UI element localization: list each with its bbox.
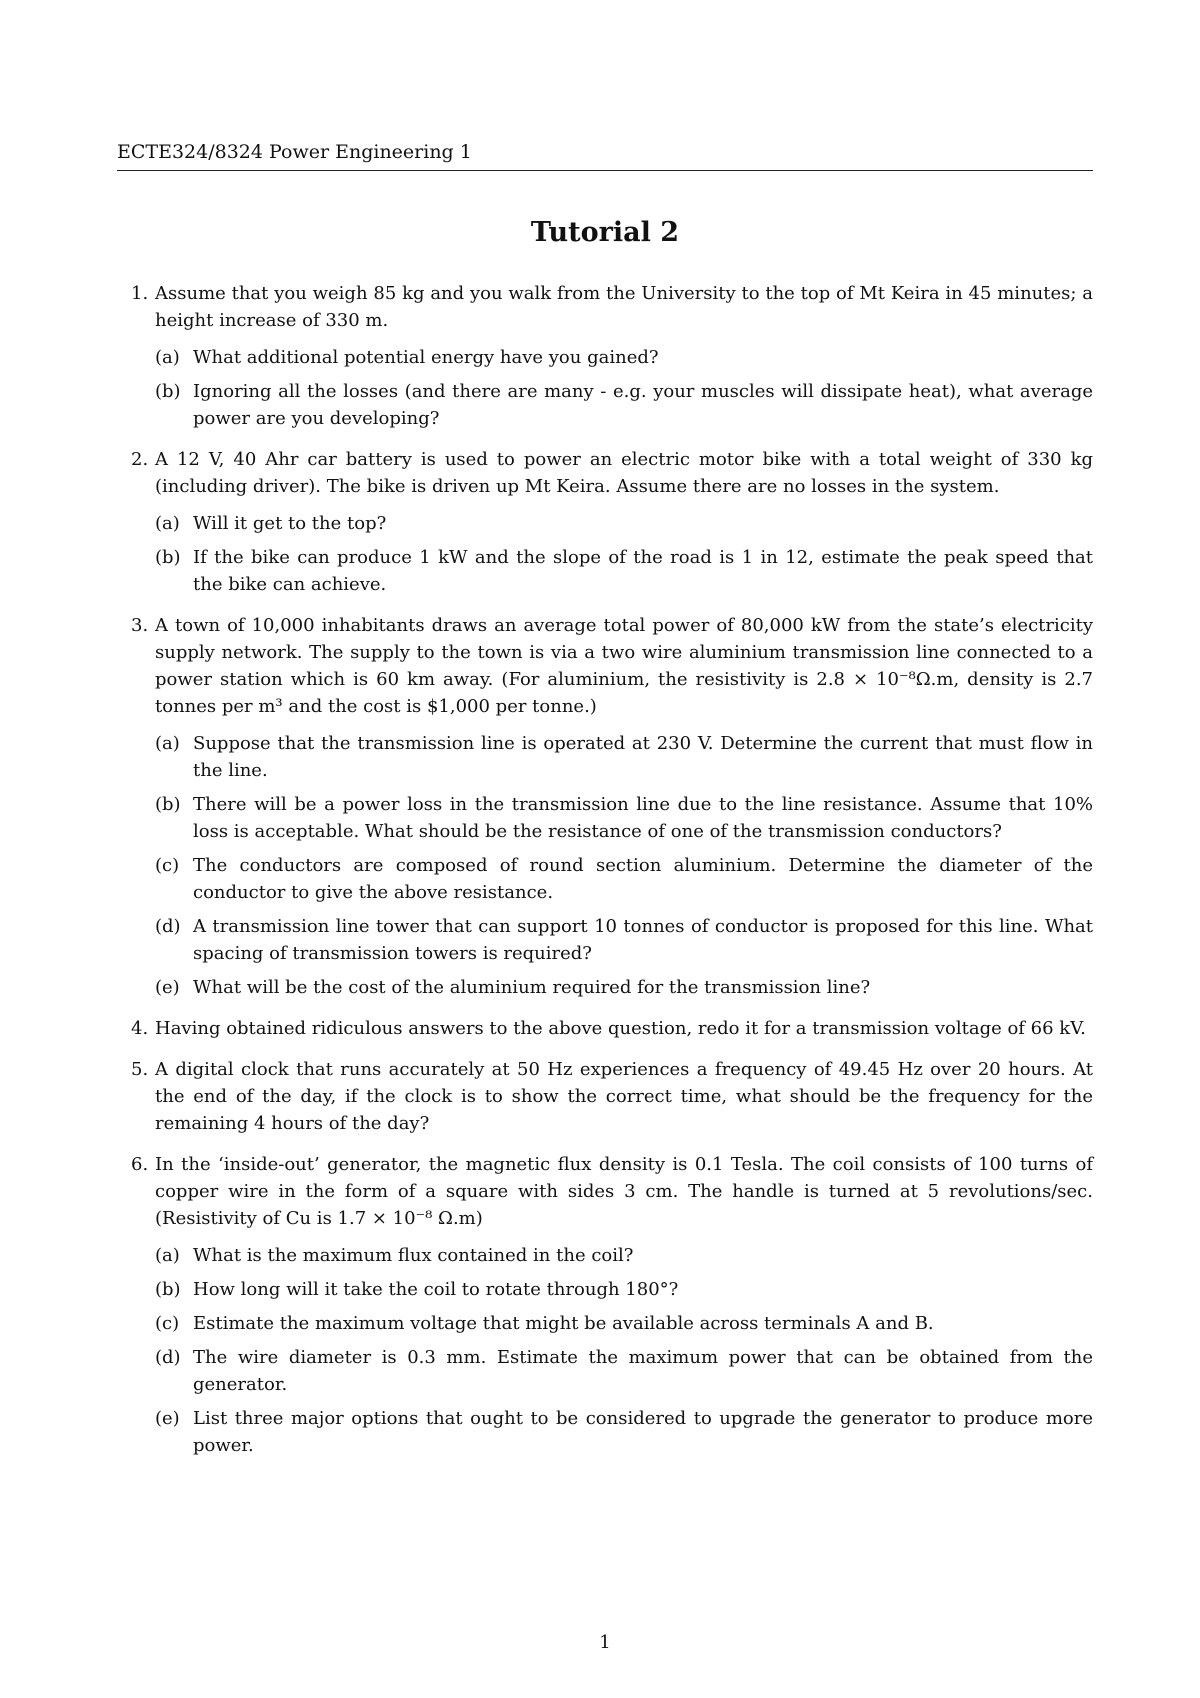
question-item xyxy=(117,1015,1093,1042)
part-text: If the bike can produce 1 kW and the slope of the road is 1 in 12, estimate the peak speed that the bike can achieve. xyxy=(193,547,1093,595)
document-page xyxy=(117,0,1093,1698)
question-number: 2. xyxy=(131,449,149,470)
question-number: 5. xyxy=(131,1059,149,1080)
part-label: (a) xyxy=(155,513,180,534)
question-part xyxy=(155,1310,1093,1337)
question-part xyxy=(155,852,1093,906)
part-text: The conductors are composed of round section aluminium. Determine the diameter of the conductor to give the above resistance. xyxy=(193,855,1093,903)
question-item xyxy=(117,1151,1093,1459)
part-label: (b) xyxy=(155,794,181,815)
part-label: (a) xyxy=(155,1245,180,1266)
question-number: 1. xyxy=(131,283,149,304)
question-part xyxy=(155,974,1093,1001)
question-parts xyxy=(155,730,1093,1001)
question-text: In the ‘inside-out’ generator, the magnetic flux density is 0.1 Tesla. The coil consists of 100 turns of copper wire in the form of a square with sides 3 cm. The handle is turned at 5 revolutions/sec. (Resistivity of Cu is 1.7 × 10⁻⁸ Ω.m) xyxy=(155,1154,1093,1229)
part-label: (b) xyxy=(155,1279,181,1300)
part-label: (d) xyxy=(155,1347,181,1368)
question-part xyxy=(155,1344,1093,1398)
part-text: Estimate the maximum voltage that might be available across terminals A and B. xyxy=(193,1313,934,1334)
part-label: (c) xyxy=(155,855,180,876)
question-part xyxy=(155,378,1093,432)
part-label: (e) xyxy=(155,977,180,998)
part-text: The wire diameter is 0.3 mm. Estimate the maximum power that can be obtained from the generator. xyxy=(193,1347,1093,1395)
part-label: (a) xyxy=(155,347,180,368)
part-text: How long will it take the coil to rotate through 180°? xyxy=(193,1279,679,1300)
question-parts xyxy=(155,1242,1093,1459)
question-item xyxy=(117,612,1093,1001)
part-label: (b) xyxy=(155,381,181,402)
question-item xyxy=(117,446,1093,598)
question-part xyxy=(155,1276,1093,1303)
question-text: A town of 10,000 inhabitants draws an average total power of 80,000 kW from the state’s electricity supply network. The supply to the town is via a two wire aluminium transmission line connected to a power station which is 60 km away. (For aluminium, the resistivity is 2.8 × 10⁻⁸Ω.m, density is 2.7 tonnes per m³ and the cost is $1,000 per tonne.) xyxy=(155,615,1093,717)
question-part xyxy=(155,1405,1093,1459)
part-text: What is the maximum flux contained in the coil? xyxy=(193,1245,634,1266)
part-text: A transmission line tower that can support 10 tonnes of conductor is proposed for this line. What spacing of transmission towers is required? xyxy=(193,916,1093,964)
question-item xyxy=(117,1056,1093,1137)
page-title: Tutorial 2 xyxy=(530,217,680,248)
part-text: What will be the cost of the aluminium required for the transmission line? xyxy=(193,977,871,998)
question-list xyxy=(117,280,1093,1473)
question-part xyxy=(155,913,1093,967)
part-text: There will be a power loss in the transmission line due to the line resistance. Assume that 10% loss is acceptable. What should be the resistance of one of the transmission conductors? xyxy=(193,794,1093,842)
question-part xyxy=(155,344,1093,371)
question-text: A 12 V, 40 Ahr car battery is used to power an electric motor bike with a total weight of 330 kg (including driver). The bike is driven up Mt Keira. Assume there are no losses in the system. xyxy=(155,449,1093,497)
question-text: Assume that you weigh 85 kg and you walk from the University to the top of Mt Keira in 45 minutes; a height increase of 330 m. xyxy=(155,283,1093,331)
question-part xyxy=(155,730,1093,784)
question-text: A digital clock that runs accurately at 50 Hz experiences a frequency of 49.45 Hz over 20 hours. At the end of the day, if the clock is to show the correct time, what should be the frequency for the remaining 4 hours of the day? xyxy=(155,1059,1093,1134)
question-parts xyxy=(155,510,1093,598)
part-label: (c) xyxy=(155,1313,180,1334)
question-part xyxy=(155,791,1093,845)
part-label: (a) xyxy=(155,733,180,754)
question-part xyxy=(155,1242,1093,1269)
running-header: ECTE324/8324 Power Engineering 1 xyxy=(117,140,1093,171)
part-label: (b) xyxy=(155,547,181,568)
part-text: Will it get to the top? xyxy=(193,513,387,534)
question-parts xyxy=(155,344,1093,432)
question-number: 6. xyxy=(131,1154,149,1175)
question-part xyxy=(155,510,1093,537)
part-label: (e) xyxy=(155,1408,180,1429)
part-text: Ignoring all the losses (and there are many - e.g. your muscles will dissipate heat), what average power are you developing? xyxy=(193,381,1093,429)
question-part xyxy=(155,544,1093,598)
question-item xyxy=(117,280,1093,432)
part-text: What additional potential energy have you gained? xyxy=(193,347,659,368)
question-number: 4. xyxy=(131,1018,149,1039)
question-number: 3. xyxy=(131,615,149,636)
question-text: Having obtained ridiculous answers to the above question, redo it for a transmission voltage of 66 kV. xyxy=(155,1018,1086,1039)
page-number: 1 xyxy=(599,1632,611,1653)
part-label: (d) xyxy=(155,916,181,937)
part-text: List three major options that ought to be considered to upgrade the generator to produce more power. xyxy=(193,1408,1093,1456)
part-text: Suppose that the transmission line is operated at 230 V. Determine the current that must flow in the line. xyxy=(193,733,1093,781)
